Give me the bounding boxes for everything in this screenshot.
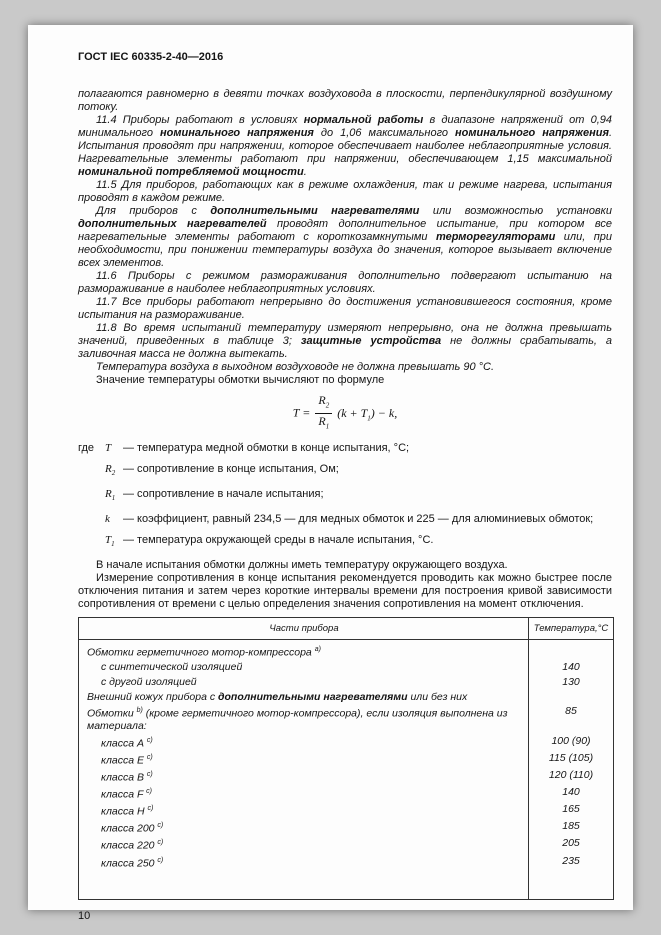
table-cell-part — [79, 802, 529, 819]
table-cell-part — [79, 854, 529, 871]
table-cell-temperature: 120 (110) — [548, 769, 594, 782]
text-segment: номинальной потребляемой мощности — [78, 166, 304, 178]
text-segment: T — [105, 534, 112, 547]
footnote-marker: b) — [136, 707, 143, 715]
text-segment: Измерение сопротивления в конце испытания рекомендуется проводить как можно быстрее после отключения питания и затем через короткие интервалы времени для построения кривой зависимости сопротивления от времени с целью определения значения сопротивления на момент отключения. — [78, 572, 612, 611]
formula-rhs — [334, 405, 398, 423]
formula-variable — [105, 488, 123, 505]
text-segment: не должны срабатывать, а заливочная масса не должна вытекать. — [78, 335, 613, 360]
formula-fraction — [315, 394, 332, 434]
numerator-base: R — [318, 393, 326, 407]
where-item — [78, 513, 612, 526]
variable-description: — коэффициент, равный 234,5 — для медных обмоток и 225 — для алюминиевых обмоток; — [123, 513, 594, 526]
formula-variable — [105, 534, 123, 551]
text-segment: . Испытания проводят при напряжении, которое обеспечивает наиболее неблагоприятные условия. Нагревательные элементы работают при напряжении, обеспечивающем 1,15 максимальной — [78, 127, 612, 165]
formula-denominator — [315, 414, 332, 433]
body-text-top — [78, 88, 612, 387]
subscript: 2 — [111, 468, 116, 477]
table-cell-part — [79, 785, 529, 802]
where-item — [78, 442, 612, 455]
footnote-marker: c) — [147, 805, 154, 813]
text-segment: класса 200 — [101, 822, 158, 835]
paragraph — [78, 88, 612, 114]
footnote-marker: c) — [146, 788, 152, 796]
table-cell-part — [79, 819, 529, 836]
variable-description: — сопротивление в начале испытания; — [123, 487, 324, 500]
where-label — [78, 513, 105, 526]
table-cell-temperature: 130 — [562, 676, 580, 689]
subscript: 1 — [367, 414, 371, 423]
table-row — [79, 854, 613, 871]
text-segment: Обмотки — [87, 707, 137, 720]
table-cell-temperature: 85 — [565, 705, 577, 718]
where-label — [78, 534, 105, 551]
text-segment: класса F — [101, 788, 147, 801]
formula-variable — [105, 513, 123, 526]
table-row — [79, 704, 613, 734]
table-cell-part — [79, 690, 529, 705]
table-header-parts: Части прибора — [269, 623, 339, 635]
text-segment: номинального напряжения — [159, 127, 314, 139]
page-number: 10 — [78, 909, 91, 922]
text-segment: полагаются равномерно в девяти точках воздуховода в плоскости, перпендикулярной воздушному потоку. — [78, 88, 612, 113]
text-segment: дополнительными нагревателями — [218, 690, 408, 703]
paragraph — [78, 270, 612, 296]
table-cell-part — [79, 660, 529, 675]
subscript: 1 — [111, 540, 115, 549]
table-cell-temperature: 185 — [562, 820, 580, 833]
text-segment: класса А — [101, 737, 147, 750]
text-segment: Значение температуры обмотки вычисляют по формуле — [96, 374, 385, 386]
footnote-marker: c) — [146, 771, 153, 779]
denominator-subscript: 1 — [325, 422, 330, 431]
table-cell-part — [79, 704, 529, 734]
text-segment: нормальной работы — [303, 114, 424, 126]
variable-description: — температура медной обмотки в конце испытания, °С; — [123, 441, 410, 454]
table-cell-part — [79, 836, 529, 853]
table-row — [79, 802, 613, 819]
table-cell-temperature: 140 — [562, 786, 580, 799]
text-segment: или без них — [407, 690, 468, 703]
text-segment: Для приборов с — [96, 205, 211, 217]
where-item — [78, 488, 612, 505]
table-cell-part — [79, 675, 529, 690]
where-label — [78, 463, 105, 480]
table-row — [79, 675, 613, 690]
table-row — [79, 734, 613, 751]
text-segment: k — [105, 513, 110, 526]
footnote-marker: c) — [157, 856, 164, 864]
text-segment: с другой изоляцией — [101, 676, 197, 689]
table-row — [79, 819, 613, 836]
table-cell-temperature: 140 — [562, 661, 580, 674]
text-segment: 11.4 Приборы работают в условиях — [96, 114, 304, 126]
footnote-marker: a) — [314, 646, 321, 654]
table-cell-temperature: 115 (105) — [548, 752, 594, 764]
paragraph — [78, 559, 612, 572]
where-item — [78, 463, 612, 480]
denominator-base: R — [318, 414, 326, 429]
document-page — [28, 25, 633, 922]
table-cell-temperature: 165 — [562, 803, 580, 816]
text-segment: (кроме герметичного мотор-компрессора), если изоляция выполнена из материала: — [87, 707, 508, 733]
table-row — [79, 751, 613, 768]
formula-numerator — [315, 394, 332, 414]
table-cell-part — [79, 768, 529, 785]
text-segment: номинального напряжения — [455, 127, 609, 139]
table-row — [79, 660, 613, 675]
text-segment: T — [105, 441, 112, 454]
text-segment: или возможностью установки — [419, 205, 612, 217]
text-segment: класса В — [101, 771, 147, 784]
numerator-subscript: 2 — [325, 401, 330, 410]
text-segment: защитные устройства — [300, 335, 442, 347]
subscript: 1 — [111, 494, 116, 503]
text-segment: R — [105, 487, 112, 500]
paragraph — [78, 205, 612, 270]
table-row — [79, 690, 613, 705]
text-segment: до 1,06 максимального — [313, 127, 456, 139]
table-cell-temperature: 205 — [562, 837, 580, 850]
text-segment: В начале испытания обмотки должны иметь температуру окружающего воздуха. — [96, 559, 508, 572]
text-segment: 11.8 Во время испытаний температуру измеряют непрерывно, она не должна превышать значений, приведенных в таблице 3; — [78, 322, 612, 347]
text-segment: дополнительных нагревателей — [78, 218, 267, 230]
text-segment: 11.7 Все приборы работают непрерывно до достижения установившегося состояния, кроме испытания на размораживание. — [78, 296, 612, 321]
footnote-marker: c) — [146, 754, 153, 761]
table-row — [79, 785, 613, 802]
text-segment: 11.6 Приборы с режимом размораживания дополнительно подвергают испытанию на размораживание в наиболее неблагоприятных условиях. — [78, 270, 612, 295]
formula-variable — [105, 463, 123, 480]
paragraph — [78, 374, 612, 387]
text-segment: Температура воздуха в выходном воздуховоде не должна превышать 90 °С. — [96, 361, 495, 373]
text-segment: класса Н — [101, 805, 148, 818]
text-segment: . — [303, 166, 307, 178]
text-segment: с синтетической изоляцией — [101, 661, 243, 674]
text-segment: проводят дополнительное испытание, при котором все нагревательные элементы работают с короткозамкнутыми — [78, 218, 612, 243]
variable-description: — температура окружающей среды в начале испытания, °С. — [123, 534, 434, 547]
where-item — [78, 534, 612, 551]
text-segment: в диапазоне напряжений от 0,94 минимального — [78, 114, 612, 139]
table-cell-temperature: 100 (90) — [551, 734, 591, 747]
text-segment: R — [105, 462, 112, 475]
text-segment: или, при необходимости, при понижении температуры воздуха до значения, которое вызывает включение всех элементов. — [78, 231, 612, 269]
table-header-row — [79, 618, 613, 640]
table-header-temperature: Температура,°С — [533, 623, 609, 635]
paragraph — [78, 322, 612, 361]
formula-equals: = — [299, 405, 314, 420]
table-3 — [78, 617, 614, 899]
where-label — [78, 488, 105, 505]
text-segment: дополнительными нагревателями — [210, 205, 420, 217]
text-segment: Обмотки герметичного мотор-компрессора — [87, 646, 315, 659]
formula-lhs: T — [292, 405, 300, 420]
text-segment: (k + T — [334, 405, 368, 420]
table-row — [79, 836, 613, 853]
table-cell-part — [79, 734, 529, 751]
text-segment: ) − k, — [370, 405, 398, 420]
where-list — [78, 442, 612, 552]
text-segment: 11.5 Для приборов, работающих как в режиме охлаждения, так и режиме нагрева, испытания проводят в каждом режиме. — [78, 179, 612, 204]
where-label: где — [78, 441, 95, 454]
table-cell-temperature — [529, 690, 613, 705]
table-row — [79, 643, 613, 660]
paragraph — [78, 572, 612, 611]
text-segment: класса 220 — [101, 839, 158, 852]
footnote-marker: c) — [146, 736, 153, 744]
table-cell-part — [79, 751, 529, 768]
text-segment: терморегуляторами — [435, 231, 556, 243]
formula — [78, 394, 612, 434]
paragraph — [78, 296, 612, 322]
paragraph — [78, 114, 612, 179]
table-cell-part — [79, 643, 529, 660]
table-cell-temperature: 235 — [562, 854, 580, 867]
body-text-bottom — [78, 559, 612, 611]
text-segment: Внешний кожух прибора с — [87, 690, 219, 703]
formula-variable — [105, 442, 123, 455]
table-body — [79, 640, 613, 898]
paragraph — [78, 361, 612, 374]
table-row — [79, 768, 613, 785]
footnote-marker: c) — [157, 839, 164, 847]
footnote-marker: c) — [157, 822, 164, 830]
table-cell-temperature — [529, 643, 613, 660]
paragraph — [78, 179, 612, 205]
text-segment: класса Е — [101, 754, 147, 767]
text-segment: класса 250 — [101, 857, 158, 870]
variable-description: — сопротивление в конце испытания, Ом; — [123, 462, 339, 475]
document-header: ГОСТ IEC 60335-2-40—2016 — [78, 51, 224, 63]
